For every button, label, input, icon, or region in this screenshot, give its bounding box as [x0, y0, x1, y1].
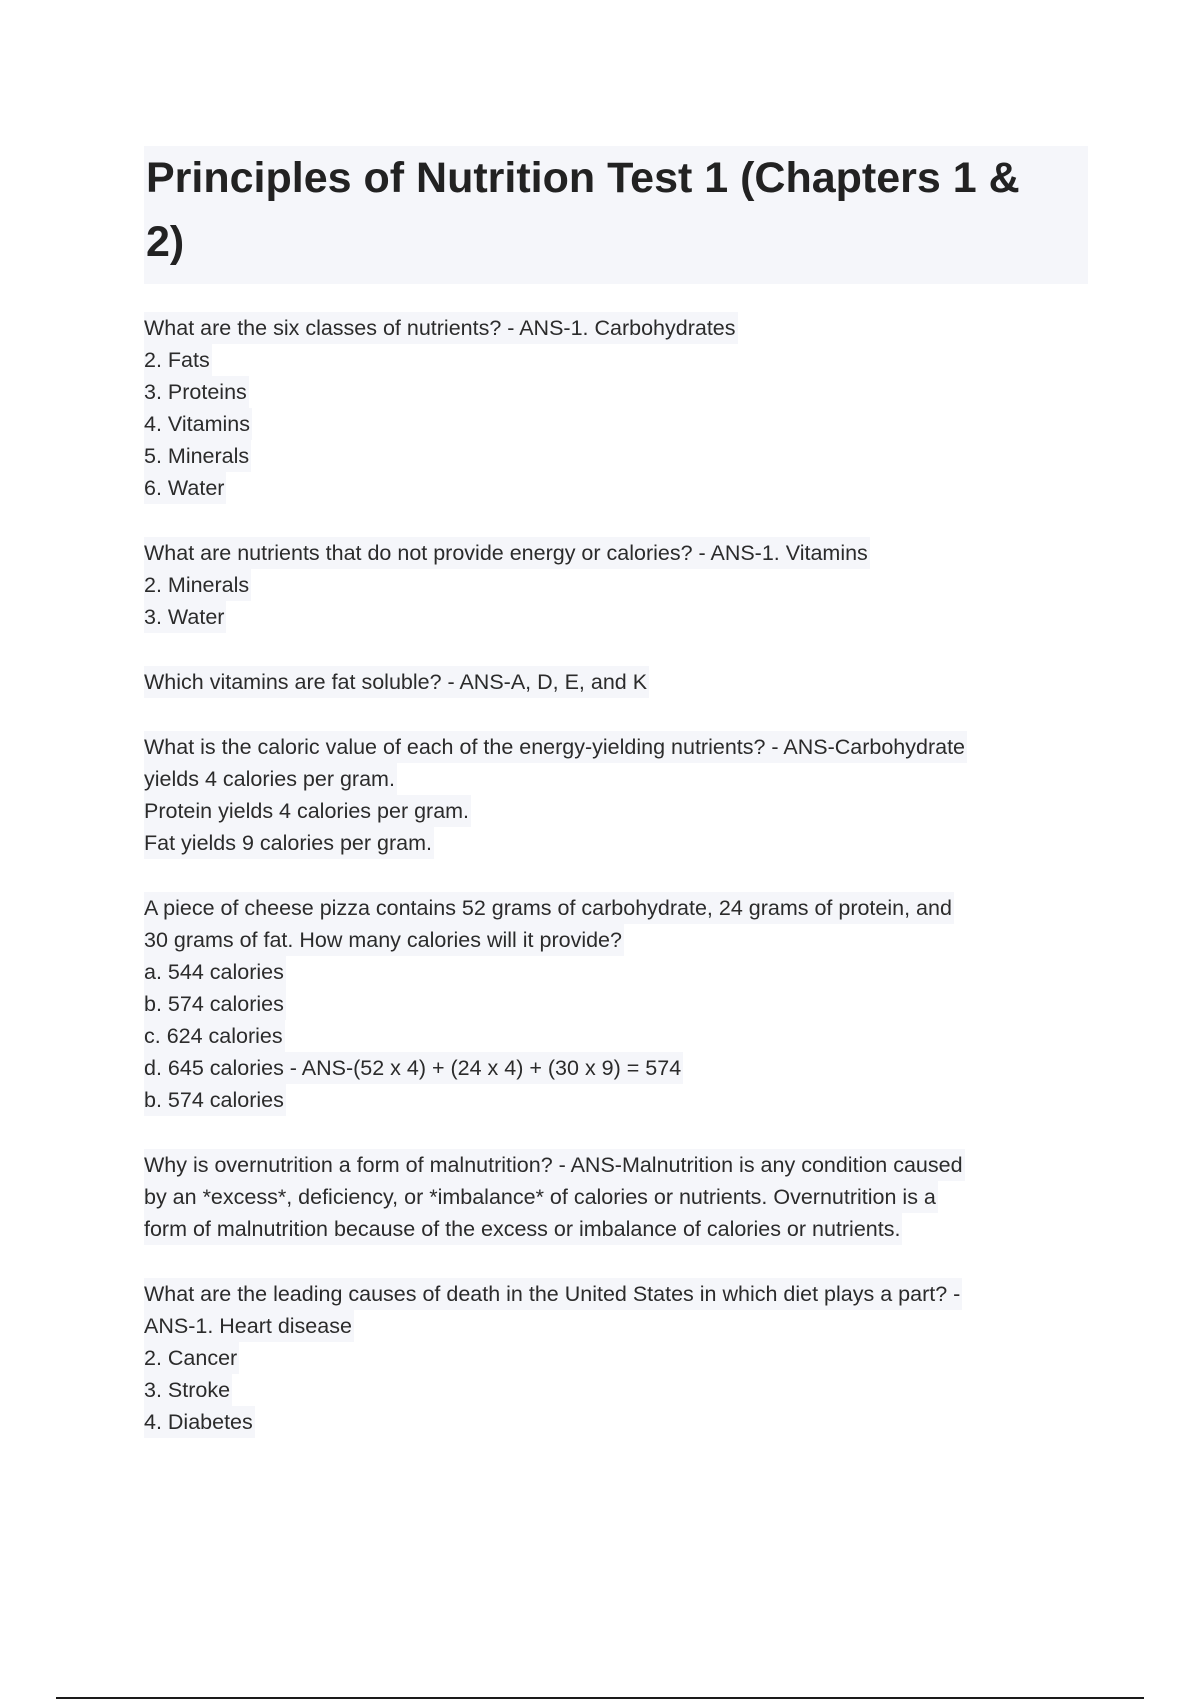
qa-line: 2. Minerals: [144, 569, 251, 601]
qa-line: ANS-1. Heart disease: [144, 1310, 354, 1342]
qa-line: a. 544 calories: [144, 956, 286, 988]
title-line-1: Principles of Nutrition Test 1 (Chapters 1 &: [146, 154, 1020, 202]
qa-item: [144, 1278, 1088, 1438]
qa-line: What is the caloric value of each of the energy-yielding nutrients? - ANS-Carbohydrate: [144, 731, 967, 763]
qa-line: 3. Stroke: [144, 1374, 232, 1406]
qa-line: Protein yields 4 calories per gram.: [144, 795, 471, 827]
qa-line: d. 645 calories - ANS-(52 x 4) + (24 x 4) + (30 x 9) = 574: [144, 1052, 683, 1084]
document-page: [144, 146, 1088, 1471]
qa-item: [144, 892, 1088, 1116]
qa-list: [144, 312, 1088, 1438]
qa-line: c. 624 calories: [144, 1020, 285, 1052]
qa-line: A piece of cheese pizza contains 52 grams of carbohydrate, 24 grams of protein, and: [144, 892, 954, 924]
qa-line: Which vitamins are fat soluble? - ANS-A, D, E, and K: [144, 666, 649, 698]
qa-line: form of malnutrition because of the excess or imbalance of calories or nutrients.: [144, 1213, 902, 1245]
qa-line: yields 4 calories per gram.: [144, 763, 397, 795]
qa-line: 2. Cancer: [144, 1342, 239, 1374]
qa-line: by an *excess*, deficiency, or *imbalance* of calories or nutrients. Overnutrition is a: [144, 1181, 938, 1213]
title-line-2: 2): [146, 218, 185, 266]
qa-line: Why is overnutrition a form of malnutrition? - ANS-Malnutrition is any condition caused: [144, 1149, 965, 1181]
qa-line: 30 grams of fat. How many calories will it provide?: [144, 924, 624, 956]
qa-item: [144, 1149, 1088, 1245]
qa-item: [144, 537, 1088, 633]
qa-item: [144, 666, 1088, 698]
page-title: [146, 146, 1084, 274]
qa-line: 3. Proteins: [144, 376, 249, 408]
qa-line: b. 574 calories: [144, 1084, 286, 1116]
footer-divider: [56, 1697, 1144, 1699]
title-block: [144, 146, 1088, 284]
qa-line: What are the six classes of nutrients? - ANS-1. Carbohydrates: [144, 312, 738, 344]
qa-line: 5. Minerals: [144, 440, 251, 472]
qa-line: 2. Fats: [144, 344, 212, 376]
qa-line: 3. Water: [144, 601, 226, 633]
qa-item: [144, 312, 1088, 504]
qa-line: What are the leading causes of death in the United States in which diet plays a part? -: [144, 1278, 962, 1310]
qa-line: 4. Vitamins: [144, 408, 252, 440]
qa-line: 4. Diabetes: [144, 1406, 255, 1438]
qa-line: Fat yields 9 calories per gram.: [144, 827, 434, 859]
qa-line: 6. Water: [144, 472, 226, 504]
qa-item: [144, 731, 1088, 859]
qa-line: What are nutrients that do not provide energy or calories? - ANS-1. Vitamins: [144, 537, 870, 569]
qa-line: b. 574 calories: [144, 988, 286, 1020]
